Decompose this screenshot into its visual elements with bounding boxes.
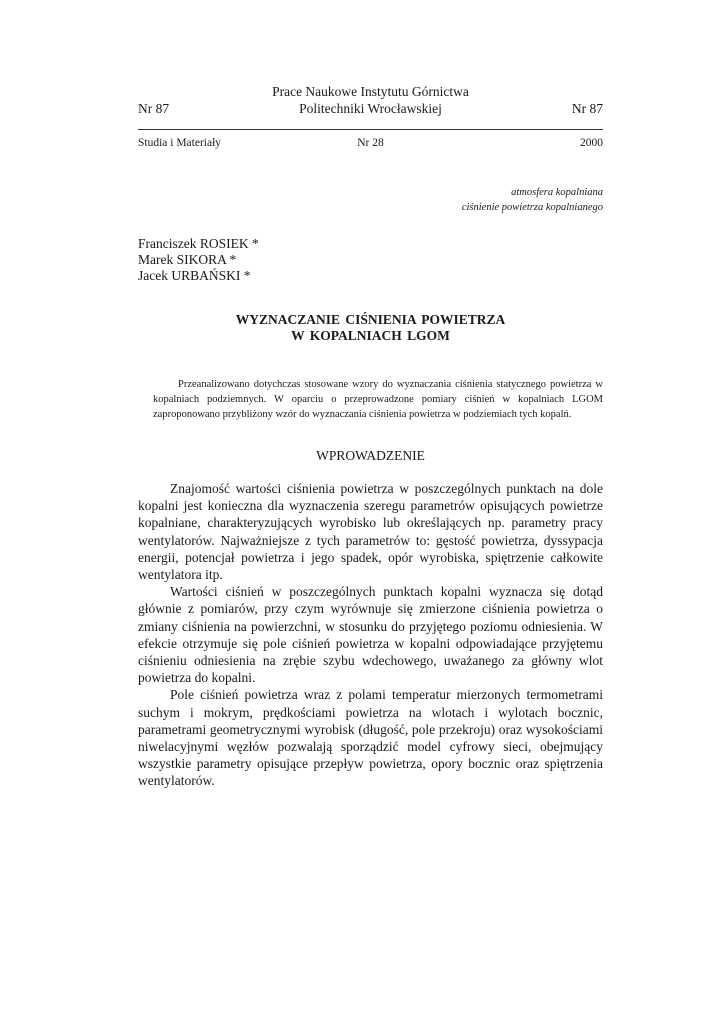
section-heading: WPROWADZENIE	[316, 448, 425, 463]
header-divider	[138, 129, 603, 130]
title-line-2: W KOPALNIACH LGOM	[291, 328, 450, 343]
abstract: Przeanalizowano dotychczas stosowane wzory do wyznaczania ciśnienia statycznego powietrza w kopalniach podziemnych. W oparciu o przeprowadzone pomiary ciśnień w kopalniach LGOM zaproponowano przybliżony wzór do wyznaczania ciśnienia powietrza w podziemiach tych kopalń.	[153, 379, 603, 420]
keywords	[138, 185, 603, 215]
series-line-1: Prace Naukowe Instytutu Górnictwa	[272, 84, 469, 99]
issue-number-right: Nr 87	[571, 101, 603, 116]
subseries-name: Studia i Materiały	[138, 137, 222, 149]
series-line-2: Politechniki Wrocławskiej	[299, 101, 442, 116]
subseries-number: Nr 28	[357, 137, 384, 149]
publication-year: 2000	[580, 137, 603, 149]
author: Marek SIKORA *	[138, 252, 237, 267]
journal-header	[138, 83, 603, 119]
keyword: ciśnienie powietrza kopalnianego	[461, 202, 603, 213]
series-subheader	[138, 136, 603, 152]
issue-number-left: Nr 87	[138, 101, 170, 116]
journal-series-title	[138, 83, 603, 117]
author: Jacek URBAŃSKI *	[138, 268, 251, 283]
document-page	[138, 0, 603, 1024]
paragraph: Znajomość wartości ciśnienia powietrza w poszczególnych punktach na dole kopalni jest konieczna dla wyznaczenia szeregu parametrów opisujących powietrze kopalniane, charakteryzujących wyrobisko lub określających np. parametry pracy wentylatorów. Najważniejsze z tych parametrów to: gęstość powietrza, dyssypacja energii, potencjał powietrza i jego spadek, opór wyrobiska, spiętrzenie całkowite wentylatora itp.	[138, 481, 603, 583]
paragraph: Pole ciśnień powietrza wraz z polami temperatur mierzonych termometrami suchym i mokrym, prędkościami powietrza na wlotach i wylotach bocznic, parametrami geometrycznymi wyrobisk (długość, pole przekroju) oraz wysokościami niwelacyjnymi węzłów pozwalają sporządzić model cyfrowy sieci, obejmujący wszystkie parametry opisujące przepływ powietrza, opory bocznic oraz spiętrzenia wentylatorów.	[138, 687, 603, 789]
body-text	[138, 480, 603, 790]
keyword: atmosfera kopalniana	[511, 187, 603, 198]
paragraph: Wartości ciśnień w poszczególnych punktach kopalni wyznacza się dotąd głównie z pomiarów, przy czym wyrównuje się zmierzone ciśnienia powietrza o zmiany ciśnienia na powierzchni, w stosunku do przyjętego poziomu odniesienia. W efekcie otrzymuje się pole ciśnień powietrza w kopalni odpowiadające przyjętemu ciśnieniu odniesienia na zrębie szybu wdechowego, uważanego za główny wlot powietrza do kopalni.	[138, 584, 603, 686]
title-line-1: WYZNACZANIE CIŚNIENIA POWIETRZA	[235, 312, 506, 327]
author-list	[138, 236, 603, 284]
author: Franciszek ROSIEK *	[138, 236, 259, 251]
paper-title	[138, 312, 603, 344]
